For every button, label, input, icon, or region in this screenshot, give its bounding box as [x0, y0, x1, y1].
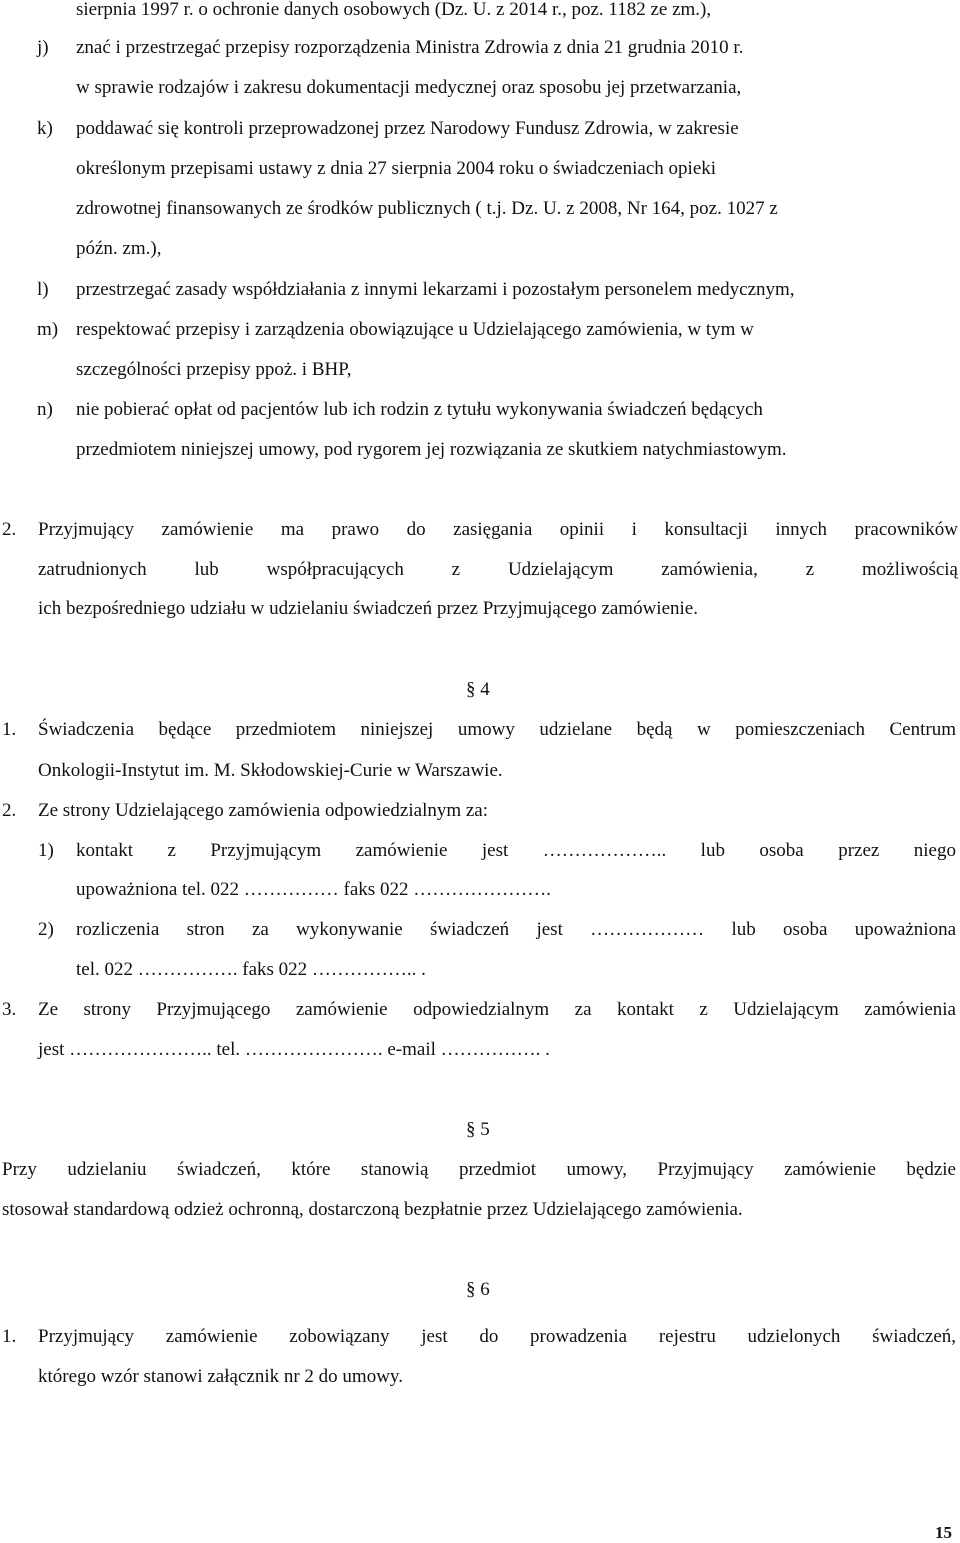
list-marker: k) — [37, 118, 53, 139]
section-heading: § 6 — [466, 1279, 490, 1300]
text-line: określonym przepisami ustawy z dnia 27 sierpnia 2004 roku o świadczeniach opieki — [76, 158, 717, 179]
page-number: 15 — [935, 1523, 952, 1542]
list-marker: 2) — [38, 919, 54, 940]
text-line: późn. zm.), — [76, 238, 162, 259]
list-marker: m) — [37, 319, 59, 340]
list-marker: l) — [37, 279, 49, 300]
section-heading: § 5 — [466, 1119, 490, 1140]
text-line: Ze strony Przyjmującego zamówienie odpowiedzialnym za kontakt z Udzielającym zamówienia — [38, 999, 956, 1020]
text-line: Przyjmujący zamówienie ma prawo do zasięgania opinii i konsultacji innych pracowników — [38, 519, 958, 540]
text-line: respektować przepisy i zarządzenia obowiązujące u Udzielającego zamówienia, w tym w — [76, 319, 754, 340]
text-line: w sprawie rodzajów i zakresu dokumentacji medycznej oraz sposobu jej przetwarzania, — [76, 77, 742, 98]
text-line: nie pobierać opłat od pacjentów lub ich rodzin z tytułu wykonywania świadczeń będących — [76, 399, 763, 420]
text-line: stosował standardową odzież ochronną, dostarczoną bezpłatnie przez Udzielającego zamówienia. — [2, 1199, 743, 1220]
text-line: zdrowotnej finansowanych ze środków publicznych ( t.j. Dz. U. z 2008, Nr 164, poz. 1027 z — [76, 198, 778, 219]
text-line: Przy udzielaniu świadczeń, które stanowią przedmiot umowy, Przyjmujący zamówienie będzie — [2, 1159, 956, 1180]
paragraph-number: 2. — [2, 800, 17, 821]
text-line: jest ………………….. tel. …………………. e-mail ……………. . — [38, 1039, 550, 1060]
list-marker: 1) — [38, 840, 54, 861]
text-line: którego wzór stanowi załącznik nr 2 do umowy. — [38, 1366, 403, 1387]
paragraph-number: 2. — [2, 519, 17, 540]
text-line: tel. 022 ……………. faks 022 …………….. . — [76, 959, 426, 980]
text-line: sierpnia 1997 r. o ochronie danych osobowych (Dz. U. z 2014 r., poz. 1182 ze zm.), — [76, 0, 712, 20]
list-marker: n) — [37, 399, 53, 420]
text-line: znać i przestrzegać przepisy rozporządzenia Ministra Zdrowia z dnia 21 grudnia 2010 r. — [76, 37, 744, 58]
text-line: poddawać się kontroli przeprowadzonej przez Narodowy Fundusz Zdrowia, w zakresie — [76, 118, 739, 139]
text-line: przestrzegać zasady współdziałania z innymi lekarzami i pozostałym personelem medycznym, — [76, 279, 795, 300]
paragraph-number: 1. — [2, 719, 17, 740]
text-line: ich bezpośredniego udziału w udzielaniu świadczeń przez Przyjmującego zamówienie. — [38, 598, 698, 619]
text-line: upoważniona tel. 022 …………… faks 022 …………………. — [76, 879, 551, 900]
text-line: Ze strony Udzielającego zamówienia odpowiedzialnym za: — [38, 800, 489, 821]
paragraph-number: 1. — [2, 1326, 17, 1347]
list-marker: j) — [37, 37, 49, 58]
text-line: zatrudnionych lub współpracujących z Udzielającym zamówienia, z możliwością — [38, 559, 958, 580]
paragraph-number: 3. — [2, 999, 17, 1020]
text-line: szczególności przepisy ppoż. i BHP, — [76, 359, 352, 380]
text-line: Świadczenia będące przedmiotem niniejszej umowy udzielane będą w pomieszczeniach Centrum — [38, 719, 956, 740]
text-line: przedmiotem niniejszej umowy, pod rygorem jej rozwiązania ze skutkiem natychmiastowym. — [76, 439, 787, 460]
section-heading: § 4 — [466, 679, 490, 700]
text-line: Onkologii-Instytut im. M. Skłodowskiej-Curie w Warszawie. — [38, 760, 503, 781]
text-line: rozliczenia stron za wykonywanie świadczeń jest ……………… lub osoba upoważniona — [76, 919, 956, 940]
text-line: kontakt z Przyjmującym zamówienie jest ……………….. lub osoba przez niego — [76, 840, 956, 861]
text-line: Przyjmujący zamówienie zobowiązany jest do prowadzenia rejestru udzielonych świadczeń, — [38, 1326, 956, 1347]
